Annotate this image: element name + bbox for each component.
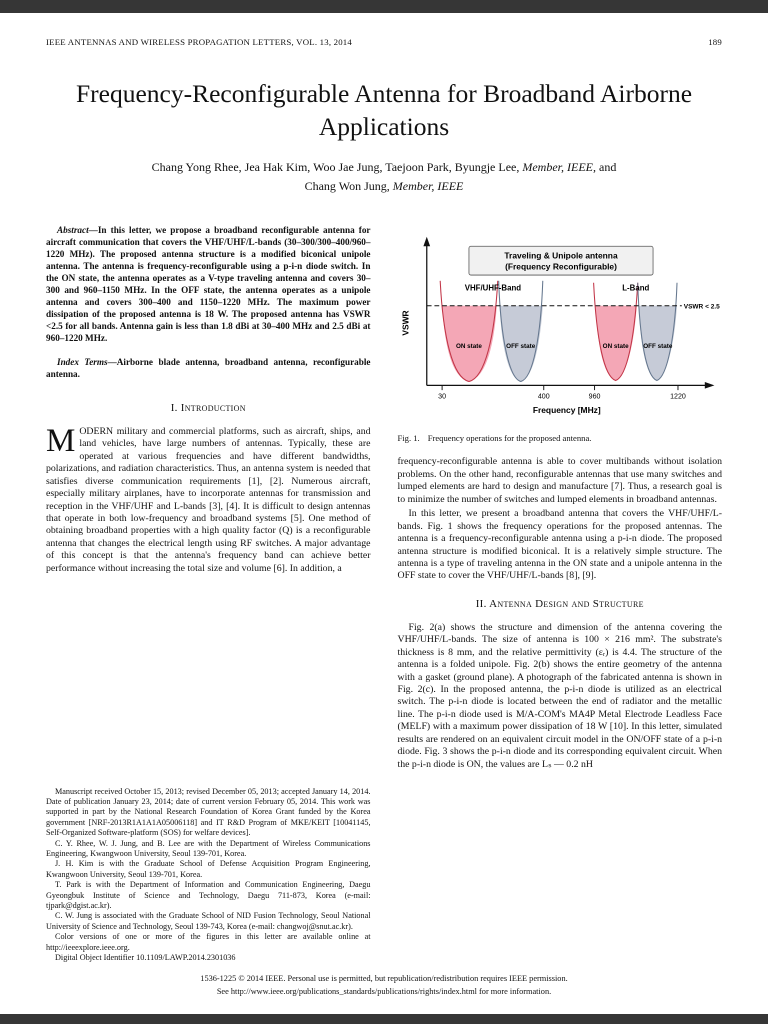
x-axis-arrow (704, 382, 714, 389)
band2-off-state-label: OFF state (642, 343, 672, 351)
member-note-2: Member, IEEE (392, 178, 464, 193)
figure1-caption (398, 433, 723, 443)
footnote-affiliation-3: T. Park is with the Department of Information and Communication Engineering, Daegu Gyeongbuk Institute of Science and Technology, Daegu 711-873, Korea (e-mail: tjpark@dgist.ac.kr). (46, 880, 371, 911)
footnote-affiliation-4: C. W. Jung is associated with the Graduate School of NID Fusion Technology, Seoul National University of Science and Technology, Seoul 139-743, Korea (e-mail: changwoj@snut.ac.kr). (46, 911, 371, 931)
section-heading-introduction: I. Introduction (170, 401, 246, 414)
tick-label-960: 960 (588, 393, 600, 402)
figure-1 (398, 227, 723, 443)
page-number: 189 (708, 37, 722, 47)
abstract (46, 225, 371, 345)
tick-label-1220: 1220 (669, 393, 686, 402)
index-terms-label: Index Terms— (57, 357, 117, 367)
x-axis-label: Frequency [MHz] (532, 405, 601, 416)
band2-on-state-label: ON state (602, 343, 629, 351)
copyright-line1: 1536-1225 © 2014 IEEE. Personal use is permitted, but republication/redistribution requires IEEE permission. (200, 974, 568, 984)
index-terms-text: Airborne blade antenna, broadband antenna, reconfigurable antenna. (46, 357, 371, 379)
band2-label: L-Band (621, 283, 649, 293)
left-column (46, 225, 371, 967)
intro-paragraph-text: ODERN military and commercial platforms, such as aircraft, ships, and land vehicles, have large numbers of antennas. Typically, these are operated at various frequencies and have different bandwidths, polarizations, and radiation characteristics. Thus, an antenna system is needed that satisfies diverse communication requirements [1], [2]. Numerous aircraft, especially military airplanes, have to incorporate antennas for transmission and reception in the VHF/UHF and L-bands [3], [4]. It is difficult to design antennas that operate in both low-frequency and broadband systems [5]. One method of obtaining broadband properties with a high quality factor (Q) is a reconfigurable antenna that changes the electrical length using RF switches. A major advantage of this concept is that the antenna's frequency band can achieve better performance without increasing the total size and volume [6]. In addition, a (46, 425, 371, 574)
chart-title-line2: (Frequency Reconfigurable) (504, 261, 617, 272)
abstract-text: In this letter, we propose a broadband reconfigurable antenna for aircraft communication that covers the VHF/UHF/L-bands (30–300/300–400/960–1220 MHz). The proposed antenna structure is a modified biconical unipole antenna. The antenna is frequency-reconfigurable using a p-i-n diode switch. In the ON state, the antenna operates as a V-type traveling antenna and covers 30–300 and 960–1150 MHz. In the OFF state, the antenna operates as a unipole antenna and covers 300–400 and 1150–1220 MHz. The maximum power dissipation of the proposed antenna is 18 W. The proposed antenna has VSWR <2.5 for all bands. Antenna gain is less than 1.8 dBi at 30–400 MHz and 2.5 dBi at 960–1220 MHz. (46, 225, 371, 344)
journal-title: IEEE ANTENNAS AND WIRELESS PROPAGATION LETTERS, VOL. 13, 2014 (46, 37, 353, 47)
footnote-color-versions: Color versions of one or more of the figures in this letter are available online at http://ieeexplore.ieee.org. (46, 932, 371, 952)
author-and: and (596, 160, 617, 175)
figure1-caption-text: Frequency operations for the proposed antenna. (427, 433, 592, 444)
tick-label-30: 30 (437, 393, 446, 402)
intro-paragraph (46, 422, 371, 575)
chart-title-line1: Traveling & Unipole antenna (503, 250, 618, 261)
abstract-label: Abstract— (57, 225, 98, 236)
copyright-line2: See http://www.ieee.org/publications_standards/publications/rights/index.html for more information. (216, 986, 552, 996)
right-column (398, 225, 723, 967)
copyright-footer (0, 973, 768, 998)
y-axis-arrow (423, 237, 430, 247)
running-head (46, 37, 722, 47)
figure1-caption-label: Fig. 1. (397, 433, 420, 444)
paper-page (0, 13, 768, 1014)
figure1-vswr-chart (398, 227, 724, 419)
band1-off-state-label: OFF state (505, 343, 535, 351)
author-name-line2: Chang Won Jung, (304, 178, 393, 193)
drop-cap: M (46, 422, 76, 459)
viewer-bottom-bar (0, 1014, 768, 1024)
y-axis-label: VSWR (400, 310, 411, 337)
author-names-line1: Chang Yong Rhee, Jea Hak Kim, Woo Jae Jung, Taejoon Park, Byungje Lee, (151, 160, 523, 175)
right-paragraph-2: In this letter, we present a broadband antenna that covers the VHF/UHF/L-bands. Fig. 1 shows the frequency operations for the proposed antennas. The antenna is a frequency-reconfigurable antenna using a p-i-n diode. The proposed antenna structure is modified biconical. It is a relatively simple structure. The antenna is a type of traveling antenna in the ON state and a unipole antenna in the OFF state to cover the VHF/UHF/L-bands [8], [9]. (397, 508, 722, 582)
vswr-threshold-label: VSWR < 2.5 (683, 304, 720, 312)
member-note-1: Member, IEEE, (522, 160, 596, 175)
viewer-top-bar (0, 0, 768, 13)
right-paragraph-1: frequency-reconfigurable antenna is able to cover multibands without isolation problems. On the other hand, reconfigurable antennas that use many switches and lumped elements are hard to design and manufacture [7]. Thus, a research goal is to minimize the number of switches and lumped elements in broadband antennas. (397, 456, 722, 505)
index-terms (46, 357, 371, 381)
first-page-footnotes (46, 771, 371, 968)
two-column-body (46, 225, 722, 967)
tick-label-400: 400 (537, 393, 550, 402)
right-paragraph-3: Fig. 2(a) shows the structure and dimension of the antenna covering the VHF/UHF/L-bands. The size of antenna is 100 × 216 mm². The substrate's thickness is 8 mm, and the relative permittivity (εᵣ) is 4.4. The structure of the antenna is a folded unipole. Fig. 2(b) shows the entire geometry of the antenna with a gasket (ground plane). A photograph of the fabricated antenna is shown in Fig. 2(c). In the proposed antenna, the p-i-n diode is utilized as an electrical switch. The p-i-n diode is located between the end of radiator and the metallic line. The p-i-n diode used is M/A-COM's MA4P Metal Electrode Leadless Face (MELF) with a maximum power dissipation of 18 W [10]. In this letter, simulated results are rendered on an equivalent circuit model in the ON/OFF state of a p-i-n diode. Fig. 3 shows the p-i-n diode and its corresponding equivalent circuit. When the p-i-n diode is ON, the values are Lₛ — 0.2 nH (397, 621, 722, 770)
section-heading-antenna-design: II. Antenna Design and Structure (475, 597, 644, 610)
band1-on-state-label: ON state (455, 343, 482, 351)
band1-label: VHF/UHF-Band (464, 283, 521, 293)
footnote-affiliation-2: J. H. Kim is with the Graduate School of Defense Acquisition Program Engineering, Kwangwoon University, Seoul 139-701, Korea. (46, 859, 371, 879)
footnote-manuscript: Manuscript received October 15, 2013; revised December 05, 2013; accepted January 14, 2014. Date of publication January 23, 2014; date of current version February 05, 2014. This work was supported in part by the National Research Foundation of Korea Grant funded by the Korea government [NRF-2013R1A1A1A05006118] and IT R&D Program of MKE/KEIT [10041145, Self-Organized Software-platform (SOS) for welfare devices]. (46, 786, 371, 838)
paper-title: Frequency-Reconfigurable Antenna for Broadband Airborne Applications (75, 79, 693, 142)
author-list (46, 158, 722, 195)
footnote-doi: Digital Object Identifier 10.1109/LAWP.2014.2301036 (55, 953, 236, 963)
footnote-affiliation-1: C. Y. Rhee, W. J. Jung, and B. Lee are with the Department of Wireless Communications Engineering, Kwangwoon University, Seoul 139-701, Korea. (46, 838, 371, 858)
